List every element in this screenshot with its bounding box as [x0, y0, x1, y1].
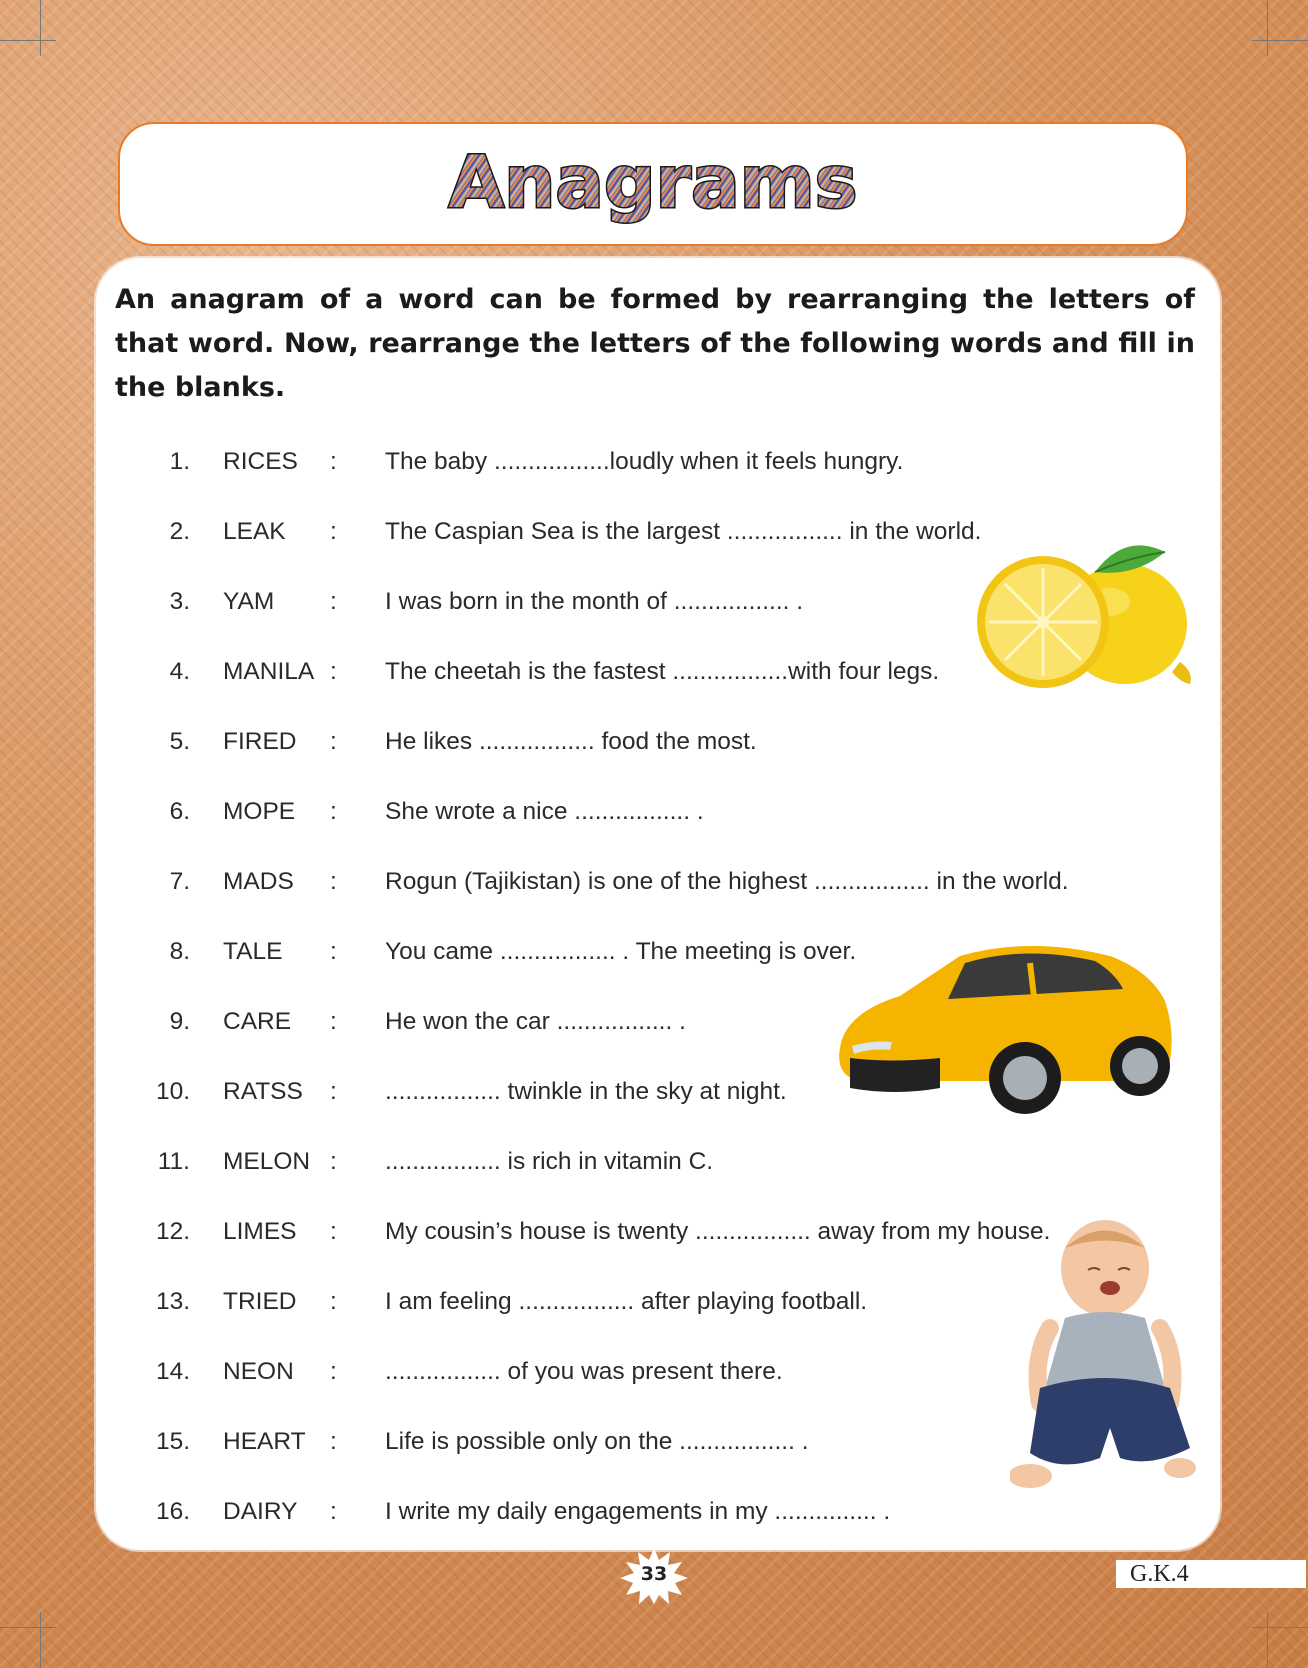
- separator-colon: :: [330, 798, 337, 825]
- question-sentence[interactable]: ................. twinkle in the sky at night.: [385, 1078, 787, 1105]
- separator-colon: :: [330, 1498, 337, 1525]
- question-number: 11.: [157, 1148, 190, 1175]
- question-sentence[interactable]: My cousin’s house is twenty ................. away from my house.: [385, 1218, 1051, 1245]
- page-number-badge: [620, 1548, 688, 1604]
- question-sentence[interactable]: The cheetah is the fastest .................with four legs.: [385, 658, 940, 685]
- crop-mark: [1252, 1627, 1308, 1628]
- anagram-word: CARE: [223, 1008, 292, 1035]
- question-sentence[interactable]: I am feeling ................. after playing football.: [385, 1288, 868, 1315]
- anagram-word: MANILA: [223, 658, 315, 685]
- separator-colon: :: [330, 868, 337, 895]
- question-sentence[interactable]: He likes ................. food the most.: [385, 728, 757, 755]
- crop-mark: [1252, 40, 1308, 41]
- anagram-word: RATSS: [223, 1078, 303, 1105]
- crop-mark: [40, 0, 41, 56]
- separator-colon: :: [330, 1008, 337, 1035]
- anagram-word: MADS: [223, 868, 294, 895]
- crying-baby-image: [1010, 1218, 1200, 1498]
- question-number: 9.: [169, 1008, 190, 1035]
- question-sentence[interactable]: ................. of you was present there.: [385, 1358, 783, 1385]
- question-sentence[interactable]: Life is possible only on the ................. .: [385, 1428, 809, 1455]
- question-sentence[interactable]: You came ................. . The meeting is over.: [385, 938, 857, 965]
- title-heading: [443, 139, 863, 229]
- question-number: 15.: [155, 1428, 190, 1455]
- separator-colon: :: [330, 658, 337, 685]
- question-number: 2.: [169, 518, 190, 545]
- anagram-word: MELON: [223, 1148, 311, 1175]
- question-row: [0, 728, 1308, 768]
- question-row: [0, 1498, 1308, 1538]
- separator-colon: :: [330, 518, 337, 545]
- separator-colon: :: [330, 1148, 337, 1175]
- question-number: 6.: [169, 798, 190, 825]
- question-row: [0, 868, 1308, 908]
- crop-mark: [0, 1627, 56, 1628]
- page-number: 33: [640, 1563, 668, 1585]
- title-text: Anagrams: [448, 140, 858, 224]
- question-sentence[interactable]: I was born in the month of ................. .: [385, 588, 804, 615]
- question-number: 8.: [169, 938, 190, 965]
- question-row: [0, 1148, 1308, 1188]
- question-sentence[interactable]: ................. is rich in vitamin C.: [385, 1148, 714, 1175]
- question-sentence[interactable]: The Caspian Sea is the largest ................. in the world.: [385, 518, 982, 545]
- separator-colon: :: [330, 1288, 337, 1315]
- question-number: 5.: [169, 728, 190, 755]
- instructions-text: An anagram of a word can be formed by rearranging the letters of that word. Now, rearrange the letters of the following words and fill in the blanks.: [115, 284, 1195, 403]
- separator-colon: :: [330, 588, 337, 615]
- question-number: 1.: [169, 448, 190, 475]
- separator-colon: :: [330, 1428, 337, 1455]
- anagram-word: LIMES: [223, 1218, 297, 1245]
- question-number: 12.: [155, 1218, 190, 1245]
- separator-colon: :: [330, 938, 337, 965]
- question-number: 7.: [169, 868, 190, 895]
- anagram-word: YAM: [223, 588, 275, 615]
- yellow-car-image: [830, 938, 1180, 1120]
- anagram-word: MOPE: [223, 798, 296, 825]
- question-row: [0, 798, 1308, 838]
- question-row: [0, 448, 1308, 488]
- separator-colon: :: [330, 448, 337, 475]
- crop-mark: [1267, 0, 1268, 56]
- crop-mark: [40, 1612, 41, 1668]
- anagram-word: NEON: [223, 1358, 294, 1385]
- question-number: 13.: [155, 1288, 190, 1315]
- book-code: G.K.4: [1116, 1560, 1306, 1588]
- anagram-word: RICES: [223, 448, 298, 475]
- question-number: 14.: [155, 1358, 190, 1385]
- crop-mark: [0, 40, 56, 41]
- crop-mark: [1267, 1612, 1268, 1668]
- question-sentence[interactable]: Rogun (Tajikistan) is one of the highest ................. in the world.: [385, 868, 1069, 895]
- question-number: 16.: [155, 1498, 190, 1525]
- separator-colon: :: [330, 1078, 337, 1105]
- separator-colon: :: [330, 728, 337, 755]
- question-sentence[interactable]: He won the car ................. .: [385, 1008, 686, 1035]
- question-number: 10.: [155, 1078, 190, 1105]
- question-sentence[interactable]: She wrote a nice ................. .: [385, 798, 704, 825]
- question-number: 3.: [169, 588, 190, 615]
- question-number: 4.: [169, 658, 190, 685]
- anagram-word: FIRED: [223, 728, 297, 755]
- separator-colon: :: [330, 1218, 337, 1245]
- title-banner: [118, 122, 1188, 246]
- anagram-word: TRIED: [223, 1288, 297, 1315]
- question-sentence[interactable]: I write my daily engagements in my ............... .: [385, 1498, 891, 1525]
- anagram-word: DAIRY: [223, 1498, 298, 1525]
- lemon-image: [975, 532, 1197, 690]
- anagram-word: HEART: [223, 1428, 306, 1455]
- anagram-word: TALE: [223, 938, 283, 965]
- anagram-word: LEAK: [223, 518, 286, 545]
- question-sentence[interactable]: The baby .................loudly when it feels hungry.: [385, 448, 904, 475]
- separator-colon: :: [330, 1358, 337, 1385]
